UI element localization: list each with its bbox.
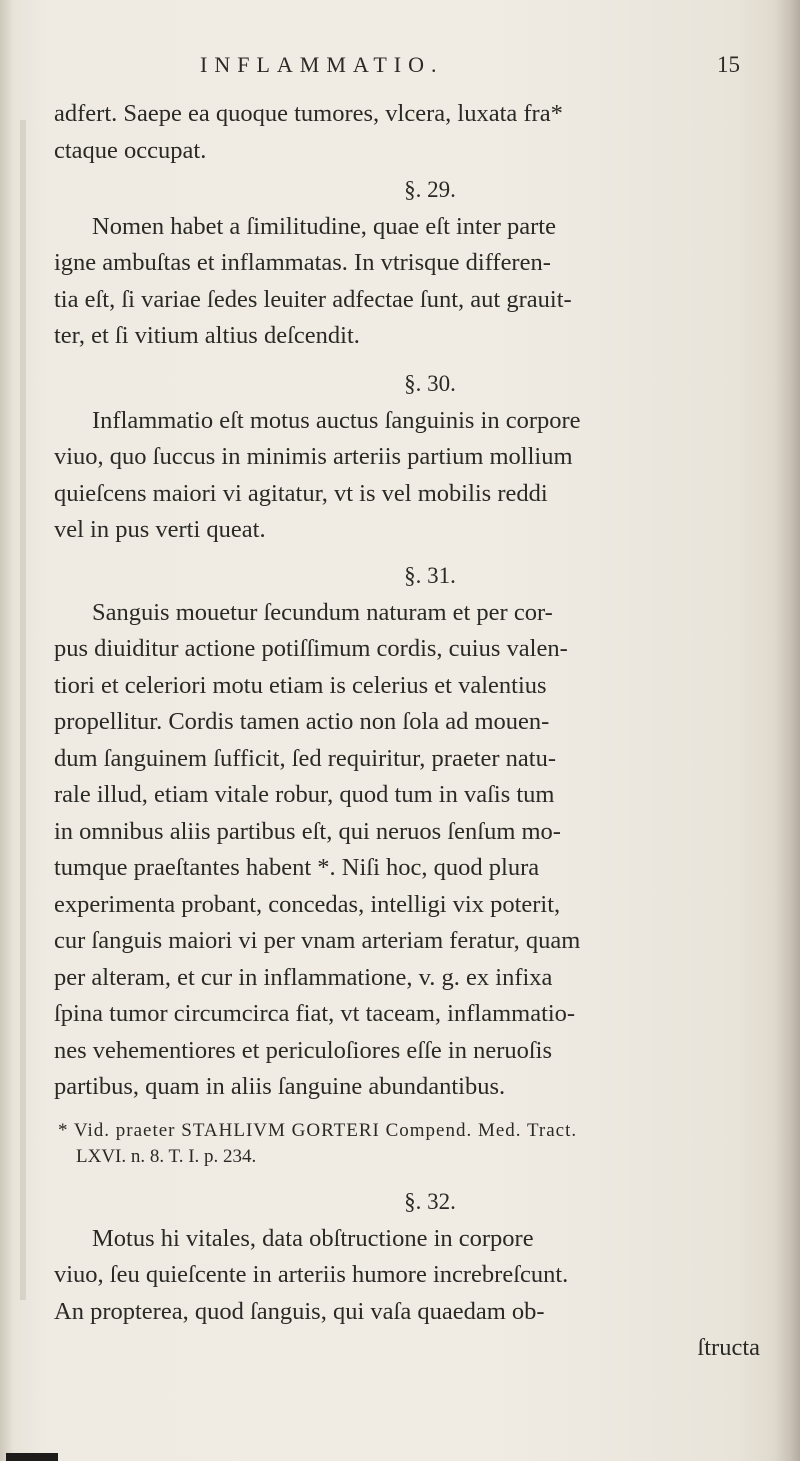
text-line: rale illud, etiam vitale robur, quod tum in vaſis tum [54, 781, 555, 808]
section-30 [54, 366, 766, 549]
section-number: §. 31. [404, 563, 456, 588]
page-header [200, 52, 740, 92]
text-line: adfert. Saepe ea quoque tumores, vlcera, luxata fra* [54, 100, 563, 127]
footnote [58, 1118, 758, 1170]
text-line: per alteram, et cur in inflammatione, v. g. ex infixa [54, 963, 553, 991]
text-line: ter, et ſi vitium altius deſcendit. [54, 322, 360, 349]
section-29 [54, 172, 766, 355]
catchword: ſtructa [697, 1334, 760, 1361]
text-line: dum ſanguinem ſufficit, ſed requiritur, praeter natu- [54, 744, 557, 772]
section-number: §. 32. [404, 1189, 456, 1214]
text-line: experimenta probant, concedas, intelligi vix poterit, [54, 890, 561, 918]
section-number: §. 30. [404, 371, 456, 396]
text-line: cur ſanguis maiori vi per vnam arteriam feratur, quam [54, 927, 581, 954]
text-line: viuo, quo ſuccus in minimis arteriis partium mollium [54, 443, 573, 470]
page-right-shadow [774, 0, 800, 1461]
text-line: in omnibus aliis partibus eſt, qui neruos ſenſum mo- [54, 817, 561, 845]
text-line: tumque praeſtantes habent *. Niſi hoc, quod plura [54, 854, 540, 881]
text-line: vel in pus verti queat. [54, 516, 266, 543]
footnote-line: LXVI. n. 8. T. I. p. 234. [76, 1146, 257, 1167]
text-line: An propterea, quod ſanguis, qui vaſa quaedam ob- [54, 1297, 545, 1325]
text-line: Inflammatio eſt motus auctus ſanguinis in corpore [92, 406, 581, 434]
text-line: quieſcens maiori vi agitatur, vt is vel mobilis reddi [54, 479, 548, 507]
text-line: Motus hi vitales, data obſtructione in corpore [92, 1224, 534, 1252]
text-line: Sanguis mouetur ſecundum naturam et per cor- [92, 598, 553, 626]
ink-mark [6, 1453, 58, 1461]
text-line: viuo, ſeu quieſcente in arteriis humore increbreſcunt. [54, 1261, 569, 1288]
edge-stain [20, 120, 26, 1300]
text-line: ctaque occupat. [54, 136, 207, 164]
text-line: pus diuiditur actione potiſſimum cordis, cuius valen- [54, 635, 568, 662]
section-31 [54, 558, 766, 1106]
footnote-line: * Vid. praeter STAHLIVM GORTERI Compend. Med. Tract. [58, 1120, 578, 1141]
text-line: propellitur. Cordis tamen actio non ſola ad mouen- [54, 708, 550, 735]
page-left-edge [0, 0, 14, 1461]
section-32 [54, 1184, 766, 1367]
text-line: igne ambuſtas et inflammatas. In vtrisque differen- [54, 249, 551, 276]
section-number: §. 29. [404, 177, 456, 202]
text-line: tia eſt, ſi variae ſedes leuiter adfectae ſunt, aut grauit- [54, 285, 572, 313]
text-line: Nomen habet a ſimilitudine, quae eſt inter parte [92, 212, 556, 240]
page-number: 15 [717, 52, 740, 77]
text-line: nes vehementiores et periculoſiores eſſe in neruoſis [54, 1036, 553, 1064]
text-line: tiori et celeriori motu etiam is celerius et valentius [54, 671, 547, 699]
text-line: ſpina tumor circumcirca fiat, vt taceam, inflammatio- [54, 1000, 576, 1027]
continuation-paragraph [54, 96, 766, 169]
running-title: INFLAMMATIO. [200, 52, 444, 77]
text-line: partibus, quam in aliis ſanguine abundantibus. [54, 1073, 506, 1100]
